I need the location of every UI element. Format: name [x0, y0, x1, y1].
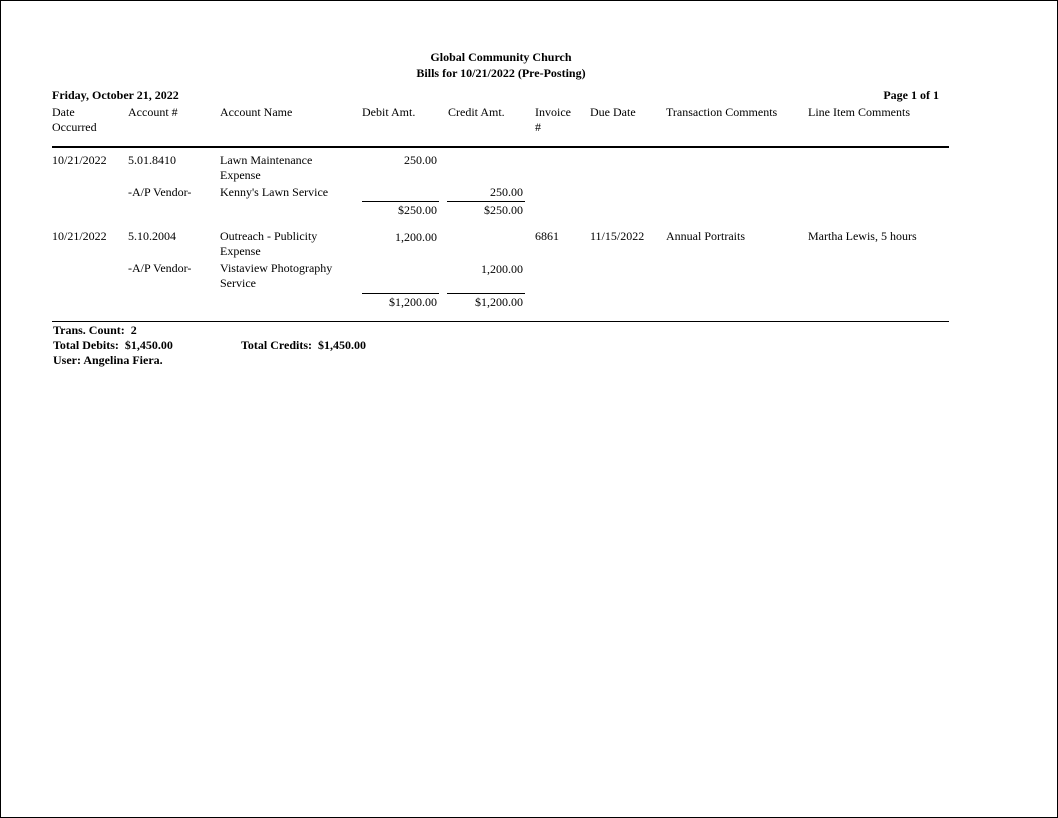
trans-count-value: 2 [130, 323, 137, 337]
txn-account-name: Lawn Maintenance Expense [220, 153, 313, 182]
col-credit-amt: Credit Amt. [448, 105, 505, 119]
total-debits-label: Total Debits: [53, 338, 119, 352]
report-date: Friday, October 21, 2022 [52, 88, 179, 102]
col-debit-amt: Debit Amt. [362, 105, 416, 119]
user-value: Angelina Fiera. [83, 353, 163, 367]
col-account-number: Account # [128, 105, 178, 119]
report-title: Bills for 10/21/2022 (Pre-Posting) [416, 66, 586, 80]
subtotal-debit: $1,200.00 [389, 295, 437, 309]
vendor-credit: 250.00 [490, 185, 523, 199]
col-date-occurred: Date Occurred [52, 105, 97, 134]
trans-count [53, 323, 137, 338]
debit-subtotal-rule [362, 293, 439, 294]
txn-debit: 250.00 [404, 153, 437, 167]
debit-subtotal-rule [362, 201, 439, 202]
report-user [53, 353, 163, 368]
txn-date: 10/21/2022 [52, 153, 107, 167]
txn-account-number: 5.01.8410 [128, 153, 176, 167]
total-credits [241, 338, 366, 353]
col-invoice: Invoice # [535, 105, 571, 134]
vendor-label: -A/P Vendor- [128, 185, 192, 199]
col-due-date: Due Date [590, 105, 636, 119]
total-debits [53, 338, 173, 353]
txn-line-item-comment: Martha Lewis, 5 hours [808, 229, 917, 243]
col-account-name: Account Name [220, 105, 293, 119]
credit-subtotal-rule [447, 293, 525, 294]
vendor-name: Kenny's Lawn Service [220, 185, 329, 199]
txn-invoice: 6861 [535, 229, 559, 243]
txn-debit: 1,200.00 [395, 230, 437, 244]
subtotal-debit: $250.00 [398, 203, 437, 217]
txn-date: 10/21/2022 [52, 229, 107, 243]
col-transaction-comments: Transaction Comments [666, 105, 778, 119]
total-credits-value: $1,450.00 [318, 338, 367, 352]
trans-count-label: Trans. Count: [53, 323, 125, 337]
txn-account-number: 5.10.2004 [128, 229, 176, 243]
header-rule [52, 146, 949, 148]
txn-account-name: Outreach - Publicity Expense [220, 229, 318, 258]
col-line-item-comments: Line Item Comments [808, 105, 910, 119]
credit-subtotal-rule [447, 201, 525, 202]
txn-due-date: 11/15/2022 [590, 229, 645, 243]
txn-transaction-comment: Annual Portraits [666, 229, 745, 243]
org-name: Global Community Church [430, 50, 572, 64]
total-credits-label: Total Credits: [241, 338, 313, 352]
vendor-credit: 1,200.00 [481, 262, 523, 276]
vendor-name: Vistaview Photography Service [220, 261, 333, 290]
user-label: User: [53, 353, 81, 367]
total-debits-value: $1,450.00 [124, 338, 173, 352]
summary-rule [52, 321, 949, 322]
subtotal-credit: $250.00 [484, 203, 523, 217]
page-number: Page 1 of 1 [883, 88, 939, 102]
subtotal-credit: $1,200.00 [475, 295, 523, 309]
vendor-label: -A/P Vendor- [128, 261, 192, 275]
